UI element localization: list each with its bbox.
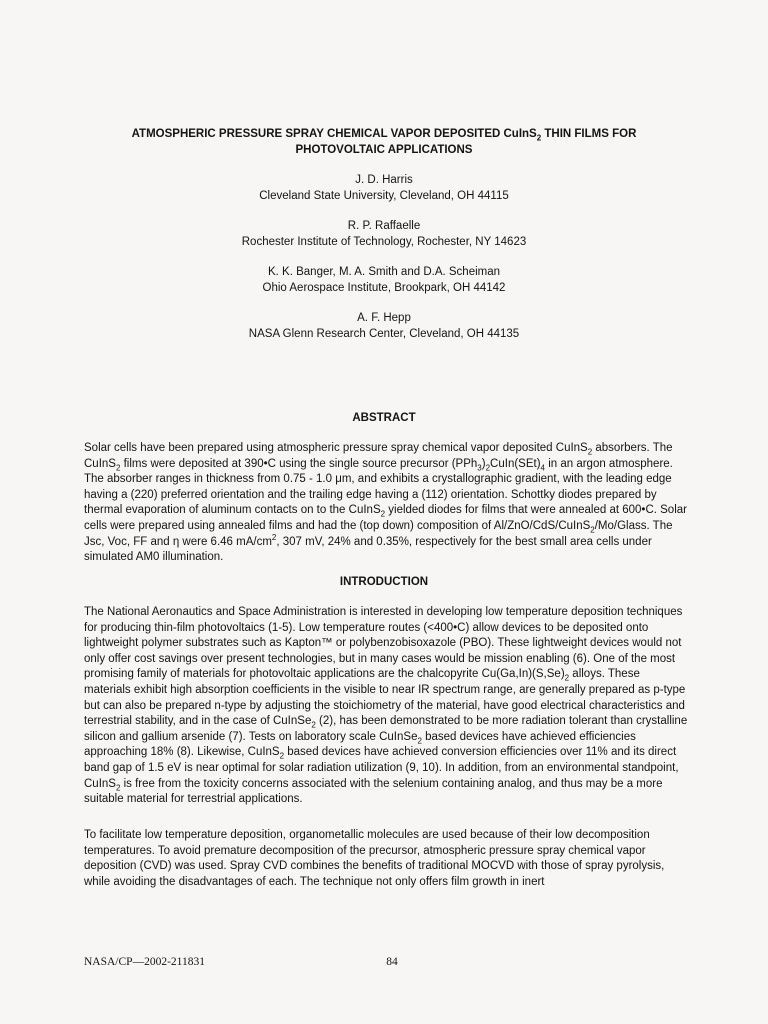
author-name: K. K. Banger, M. A. Smith and D.A. Scheiman bbox=[267, 266, 501, 278]
author-block bbox=[90, 264, 678, 296]
superscript: 2 bbox=[271, 532, 277, 542]
subscript: 2 bbox=[115, 782, 121, 792]
subscript: 4 bbox=[540, 462, 545, 472]
text-run: alloys. These materials exhibit high absorption coefficients in the visible to near IR spectrum range, are generally prepared as p-type but can also be prepared n-type by adjusting the stoichiometry of the material, have good electrical characteristics and terrestrial stability, and in the case of CuInSe bbox=[84, 668, 686, 728]
subscript: 2 bbox=[485, 462, 491, 472]
text-run: films were deposited at 390•C using the single source precursor (PPh bbox=[120, 457, 478, 470]
subscript: 2 bbox=[115, 462, 121, 472]
subscript: 2 bbox=[590, 525, 595, 535]
subscript: 3 bbox=[477, 462, 482, 472]
text-run: yielded diodes for films that were annealed at 600•C. Solar cells were prepared using annealed films and had the (top down) composition of Al/ZnO/CdS/CuInS bbox=[84, 504, 687, 532]
text-run: (2), has been demonstrated to be more radiation tolerant than crystalline silicon and gallium arsenide (7). Tests on laboratory scale CuInSe bbox=[84, 715, 688, 743]
subscript: 2 bbox=[587, 447, 593, 457]
text-run: CuIn(SEt) bbox=[490, 457, 541, 470]
text-run: is free from the toxicity concerns associated with the selenium containing analog, and thus may be a more suitable material for terrestrial applications. bbox=[84, 777, 663, 806]
author-affiliation: Ohio Aerospace Institute, Brookpark, OH 44142 bbox=[262, 282, 506, 294]
abstract-heading: ABSTRACT bbox=[352, 412, 416, 424]
text-run: The National Aeronautics and Space Administration is interested in developing low temperature deposition techniques for producing thin-film photovoltaics (1-5). Low temperature routes (<400•C) allow devices to be deposited onto lightweight polymer substrates such as Kapton™ or polybenzobisoxazole (PBO). These lightweight devices would not only offer cost savings over present technologies, but in many cases would be mission enabling (6). One of the most promising family of materials for photovoltaic applications are the chalcopyrite Cu(Ga,In)(S,Se) bbox=[84, 606, 683, 681]
author-block bbox=[90, 218, 678, 250]
title-line-2: PHOTOVOLTAIC APPLICATIONS bbox=[295, 144, 473, 156]
author-list bbox=[90, 172, 678, 356]
title-text: ATMOSPHERIC PRESSURE SPRAY CHEMICAL VAPOR DEPOSITED CuInS bbox=[131, 128, 537, 140]
subscript: 2 bbox=[536, 133, 542, 143]
subscript: 2 bbox=[279, 751, 285, 761]
title-text: THIN FILMS FOR bbox=[541, 128, 637, 140]
report-number: NASA/CP—2002-211831 bbox=[84, 956, 205, 968]
introduction-paragraph-1 bbox=[84, 605, 688, 808]
text-run: based devices have achieved conversion efficiencies over 11% and its direct band gap of 1.5 eV is near optimal for solar radiation utilization (9, 10). In addition, from an environmental standpoint, CuInS bbox=[84, 746, 679, 790]
text-run: based devices have achieved efficiencies approaching 18% (8). Likewise, CuInS bbox=[84, 730, 636, 759]
author-name: A. F. Hepp bbox=[357, 312, 411, 324]
author-affiliation: Cleveland State University, Cleveland, OH 44115 bbox=[259, 190, 509, 202]
text-run: absorbers. The CuInS bbox=[84, 442, 673, 470]
author-affiliation: Rochester Institute of Technology, Rochester, NY 14623 bbox=[241, 236, 527, 248]
paper-title bbox=[90, 126, 678, 158]
text-run: , 307 mV, 24% and 0.35%, respectively for the best small area cells under simulated AM0 illumination. bbox=[84, 535, 652, 564]
author-name: R. P. Raffaelle bbox=[347, 220, 421, 232]
text-run: /Mo/Glass. The Jsc, Voc, FF and η were 6.46 mA/cm bbox=[84, 519, 673, 548]
introduction-paragraph-2: To facilitate low temperature deposition, organometallic molecules are used because of their low decomposition temperatures. To avoid premature decomposition of the precursor, atmospheric pressure spray chemical vapor deposition (CVD) was used. Spray CVD combines the benefits of traditional MOCVD with those of spray pyrolysis, while avoiding the disadvantages of each. The technique not only offers film growth in inert bbox=[84, 829, 665, 888]
introduction-heading: INTRODUCTION bbox=[339, 576, 429, 588]
author-block bbox=[90, 172, 678, 204]
abstract-paragraph bbox=[84, 441, 688, 566]
subscript: 2 bbox=[380, 509, 386, 519]
subscript: 2 bbox=[311, 720, 316, 730]
author-name: J. D. Harris bbox=[355, 174, 413, 186]
author-affiliation: NASA Glenn Research Center, Cleveland, OH 44135 bbox=[248, 328, 520, 340]
text-run: in an argon atmosphere. The absorber ranges in thickness from 0.75 - 1.0 μm, and exhibits a crystallographic gradient, with the leading edge having a (220) preferred orientation and the trailing edge having a (112) orientation. Schottky diodes prepared by thermal evaporation of aluminum contacts on to the CuInS bbox=[84, 457, 673, 517]
page-number: 84 bbox=[386, 956, 398, 968]
text-run: ) bbox=[481, 457, 486, 470]
author-block bbox=[90, 310, 678, 342]
text-run: Solar cells have been prepared using atmospheric pressure spray chemical vapor deposited CuInS bbox=[84, 442, 588, 454]
subscript: 2 bbox=[564, 673, 570, 683]
subscript: 2 bbox=[417, 736, 422, 746]
title-line-1 bbox=[90, 126, 678, 142]
